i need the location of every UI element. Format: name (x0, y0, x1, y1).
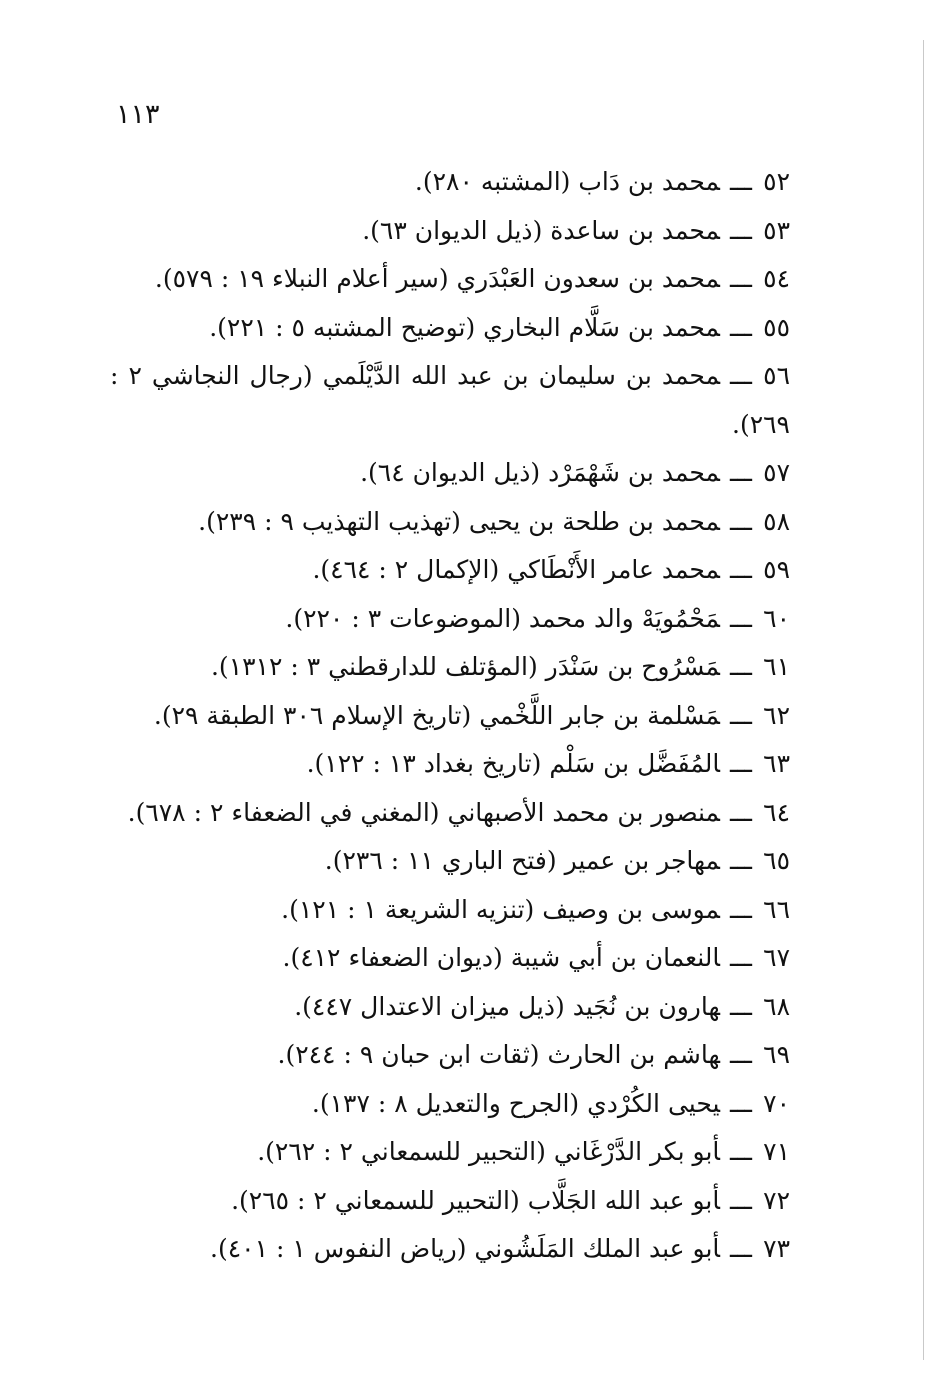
entry-dash: ـــ (730, 458, 752, 487)
entry-text: المُفَضَّل بن سَلْم (تاريخ بغداد ١٣ : ١٢٢). (306, 749, 721, 778)
entry-text: أبو بكر الدَّرْغَاني (التحبير للسمعاني ٢ : ٢٦٢). (257, 1137, 721, 1166)
list-item (110, 1225, 790, 1274)
entry-dash: ـــ (730, 749, 752, 778)
entry-dash: ـــ (730, 361, 753, 390)
entry-dash: ـــ (730, 215, 752, 245)
entry-number: ٦٤ (763, 797, 790, 827)
list-item (110, 983, 790, 1032)
entry-number: ٦٩ (763, 1040, 790, 1069)
entry-text: هارون بن نُجَيد (ذيل ميزان الاعتدال ٤٤٧). (294, 991, 721, 1021)
entry-text: محمد بن طلحة بن يحيى (تهذيب التهذيب ٩ : ٢٣٩). (198, 506, 721, 536)
entry-number: ٧١ (763, 1137, 790, 1166)
entry-number: ٥٨ (763, 506, 790, 536)
entry-text: النعمان بن أبي شيبة (ديوان الضعفاء ٤١٢). (282, 943, 721, 972)
entry-number: ٧٠ (763, 1088, 790, 1118)
entry-dash: ـــ (730, 167, 752, 196)
entry-number: ٥٢ (763, 167, 790, 196)
entry-number: ٥٤ (763, 264, 790, 293)
entry-text: منصور بن محمد الأصبهاني (المغني في الضعفاء ٢ : ٦٧٨). (127, 797, 721, 827)
list-item (110, 740, 790, 789)
entry-number: ٥٥ (763, 312, 790, 342)
entries-list (110, 158, 790, 1274)
list-item (110, 304, 790, 353)
list-item (110, 1128, 790, 1177)
entry-number: ٧٣ (763, 1234, 790, 1263)
entry-dash: ـــ (730, 797, 752, 827)
entry-number: ٦٠ (763, 603, 790, 633)
entry-number: ٧٢ (763, 1185, 790, 1215)
entry-dash: ـــ (730, 603, 752, 633)
entry-text: أبو عبد الله الجَلَّاب (التحبير للسمعاني ٢ : ٢٦٥). (231, 1185, 721, 1215)
entry-number: ٥٦ (763, 361, 791, 390)
entry-text: مَسْرُوح بن سَنْدَر (المؤتلف للدارقطني ٣ : ١٣١٢). (210, 652, 721, 681)
entry-number: ٥٧ (763, 458, 790, 487)
list-item (110, 546, 790, 595)
entry-text: محمد بن سليمان بن عبد الله الدَّيْلَمي (رجال النجاشي ٢ : ٢٦٩). (110, 361, 790, 439)
list-item (110, 449, 790, 498)
list-item (110, 207, 790, 256)
entry-number: ٦٣ (763, 749, 790, 778)
entry-text: مهاجر بن عمير (فتح الباري ١١ : ٢٣٦). (324, 846, 721, 875)
list-item (110, 158, 790, 207)
entry-text: محمد بن سَلَّام البخاري (توضيح المشتبه ٥ : ٢٢١). (209, 312, 721, 342)
entry-number: ٦٢ (763, 700, 790, 730)
list-item (110, 837, 790, 886)
entry-dash: ـــ (730, 1137, 752, 1166)
list-item (110, 789, 790, 838)
list-item (110, 692, 790, 741)
entry-text: محمد بن سعدون العَبْدَري (سير أعلام النبلاء ١٩ : ٥٧٩). (154, 264, 721, 293)
page-number: ١١٣ (116, 99, 160, 130)
entry-dash: ـــ (730, 1185, 752, 1215)
entry-dash: ـــ (730, 1040, 752, 1069)
entry-dash: ـــ (730, 991, 752, 1021)
entry-text: محمد بن دَاب (المشتبه ٢٨٠). (414, 167, 721, 196)
list-item (110, 1031, 790, 1080)
entry-text: محمد بن ساعدة (ذيل الديوان ٦٣). (362, 215, 721, 245)
entry-text: موسى بن وصيف (تنزيه الشريعة ١ : ١٢١). (281, 894, 721, 924)
list-item (110, 643, 790, 692)
entry-dash: ـــ (730, 943, 752, 972)
page-edge (923, 40, 924, 1360)
list-item (110, 255, 790, 304)
list-item (110, 352, 790, 449)
entry-text: مَسْلمة بن جابر اللَّخْمي (تاريخ الإسلام ٣٠٦ الطبقة ٢٩). (153, 700, 721, 730)
list-item (110, 595, 790, 644)
entry-dash: ـــ (730, 1234, 752, 1263)
entry-text: أبو عبد الملك المَلَشُوني (رياض النفوس ١ : ٤٠١). (210, 1234, 721, 1263)
entry-dash: ـــ (730, 846, 752, 875)
entry-dash: ـــ (730, 506, 752, 536)
list-item (110, 498, 790, 547)
entry-number: ٦٥ (763, 846, 790, 875)
entry-number: ٦٦ (763, 894, 790, 924)
entry-dash: ـــ (730, 652, 752, 681)
entry-text: محمد عامر الأَنْطَاكي (الإكمال ٢ : ٤٦٤). (312, 555, 721, 584)
entry-dash: ـــ (730, 312, 752, 342)
entry-number: ٦٨ (763, 991, 790, 1021)
entry-text: مَحْمُويَهْ والد محمد (الموضوعات ٣ : ٢٢٠). (285, 603, 721, 633)
entry-number: ٥٩ (763, 555, 790, 584)
entry-number: ٥٣ (763, 215, 790, 245)
list-item (110, 934, 790, 983)
entry-number: ٦١ (763, 652, 790, 681)
entry-dash: ـــ (730, 1088, 752, 1118)
list-item (110, 1080, 790, 1129)
entry-text: هاشم بن الحارث (ثقات ابن حبان ٩ : ٢٤٤). (277, 1040, 721, 1069)
entry-dash: ـــ (730, 700, 752, 730)
list-item (110, 886, 790, 935)
entry-text: محمد بن شَهْمَرْد (ذيل الديوان ٦٤). (360, 458, 721, 487)
list-item (110, 1177, 790, 1226)
entry-dash: ـــ (730, 894, 752, 924)
entry-number: ٦٧ (763, 943, 790, 972)
entry-text: يحيى الكُرْدي (الجرح والتعديل ٨ : ١٣٧). (311, 1088, 721, 1118)
entry-dash: ـــ (730, 555, 752, 584)
entry-dash: ـــ (730, 264, 752, 293)
